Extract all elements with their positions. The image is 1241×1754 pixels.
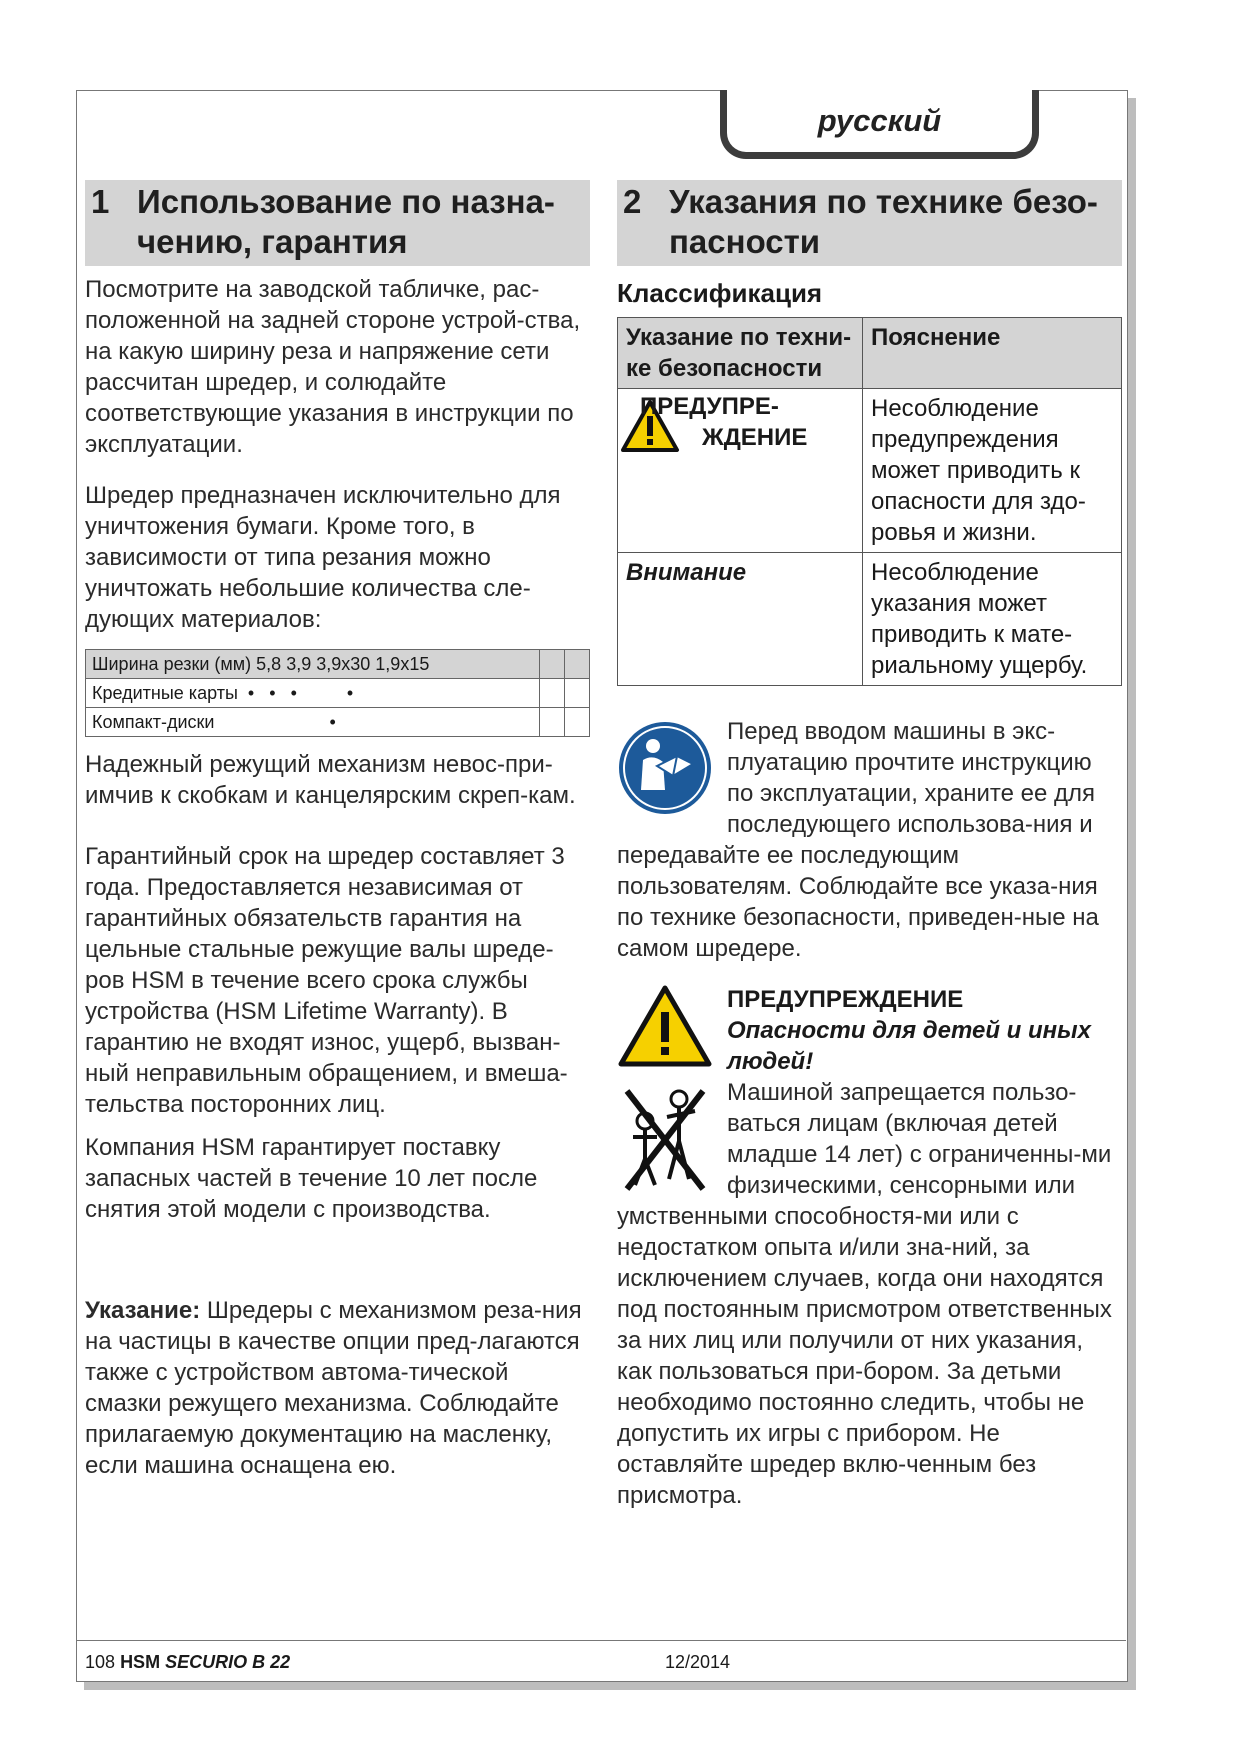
section-2-title: Указания по технике безо-пасности [669,183,1098,260]
left-column [85,180,590,1481]
header-cell [565,650,590,679]
footer-left [85,1652,290,1673]
table-row-credit-cards [86,679,590,708]
warning-level-label: ПРЕДУПРЕ- ЖДЕНИЕ [640,393,808,451]
col-explanation: Пояснение [863,318,1122,389]
footer-divider [76,1640,1126,1641]
row-label: Компакт-диски • [86,708,540,737]
paragraph-purpose: Шредер предназначен исключительно для уничтожения бумаги. Кроме того, в зависимости от типа резания можно уничтожать небольшие количества сле-дующих материалов: [85,482,561,633]
warning-triangle-icon [617,984,713,1068]
paragraph-note [85,1295,590,1481]
section-2-number: 2 [623,183,642,220]
caution-level-cell [618,553,863,686]
header-cut-width-label: Ширина резки (мм) 5,8 3,9 3,9x30 1,9x15 [86,650,540,679]
classification-header-row [618,318,1122,389]
warning-level-cell [618,389,863,553]
caution-explanation: Несоблюдение указания может приводить к мате-риальному ущербу. [863,553,1122,686]
paragraph-spare-parts: Компания HSM гарантирует поставку запасных частей в течение 10 лет после снятия этой модели с производства. [85,1134,538,1223]
cell [565,708,590,737]
model-name: SECURIO B 22 [165,1652,291,1672]
section-1-title: Использование по назна-чению, гарантия [137,183,555,260]
paragraph-warranty: Гарантийный срок на шредер составляет 3 года. Предоставляется независимая от гарантийных обязательств гарантия на цельные стальные режущие валы шреде-ров HSM в течение всего срока службы устройства (HSM Lifetime Warranty). В гарантию не входят износ, ущерб, вызван-ный неправильным обращением, и вмеша-тельства посторонних лиц. [85,843,568,1118]
materials-table [85,649,590,737]
paragraph-mechanism: Надежный режущий механизм невос-при-имчив к скобкам и канцелярским скреп-кам. [85,751,576,809]
materials-table-header [86,650,590,679]
language-tab: русский [720,90,1039,159]
cell [565,679,590,708]
classification-table [617,317,1122,686]
warning-subtitle: Опасности для детей и иных людей! [727,1017,1091,1075]
page-number: 108 [85,1652,116,1672]
col-safety-notice: Указание по техни-ке безопасности [618,318,863,389]
right-column [617,180,1122,1511]
warning-title: ПРЕДУПРЕЖДЕНИЕ [727,986,964,1013]
classification-title: Классификация [617,278,823,308]
section-2-heading [617,180,1122,266]
cell [540,708,565,737]
no-children-icon [617,1081,713,1193]
footer-date: 12/2014 [665,1652,731,1672]
brand-logo: HSM [120,1652,161,1672]
manual-notice-text: Перед вводом машины в экс-плуатацию прочтите инструкцию по эксплуатации, храните ее для последующего использова-ния и передавайте ее последующим пользователям. Соблюдайте все указа-ния по технике безопасности, приведен-ные на самом шредере. [617,718,1099,962]
cell [540,679,565,708]
header-cell [540,650,565,679]
classification-row-caution [618,553,1122,686]
children-warning [617,984,1122,1511]
note-text: Шредеры с механизмом реза-ния на частицы в качестве опции пред-лагаются также с устройством автома-тической смазки режущего механизма. Соблюдайте прилагаемую документацию на масленку, если машина оснащена ею. [85,1297,582,1479]
children-warning-icons [617,984,717,1198]
warning-explanation: Несоблюдение предупреждения может приводить к опасности для здо-ровья и жизни. [863,389,1122,553]
manual-notice [617,716,1122,964]
caution-label: Внимание [626,559,747,586]
warning-text: Машиной запрещается пользо-ваться лицам (включая детей младше 14 лет) с ограниченны-ми физическими, сенсорными или умственными способностя-ми или с недостатком опыта и/или зна-ний, за исключением случаев, когда они находятся под постоянным присмотром ответственных за них лиц или получили от них указания, как пользоваться при-бором. За детьми необходимо постоянно следить, чтобы не допустить их игры с прибором. Не оставляйте шредер вклю-ченным без присмотра. [617,1079,1112,1509]
paragraph-nameplate: Посмотрите на заводской табличке, рас-положенной на задней стороне устрой-ства, на какую ширину реза и напряжение сети рассчитан шредер, и солюдайте соответствующие указания в инструкции по эксплуатации. [85,276,581,458]
section-1-heading [85,180,590,266]
table-row-cds [86,708,590,737]
classification-row-warning [618,389,1122,553]
read-manual-icon [617,720,713,816]
note-label: Указание: [85,1297,201,1324]
row-label: Кредитные карты • • • • [86,679,540,708]
section-1-number: 1 [91,183,110,220]
